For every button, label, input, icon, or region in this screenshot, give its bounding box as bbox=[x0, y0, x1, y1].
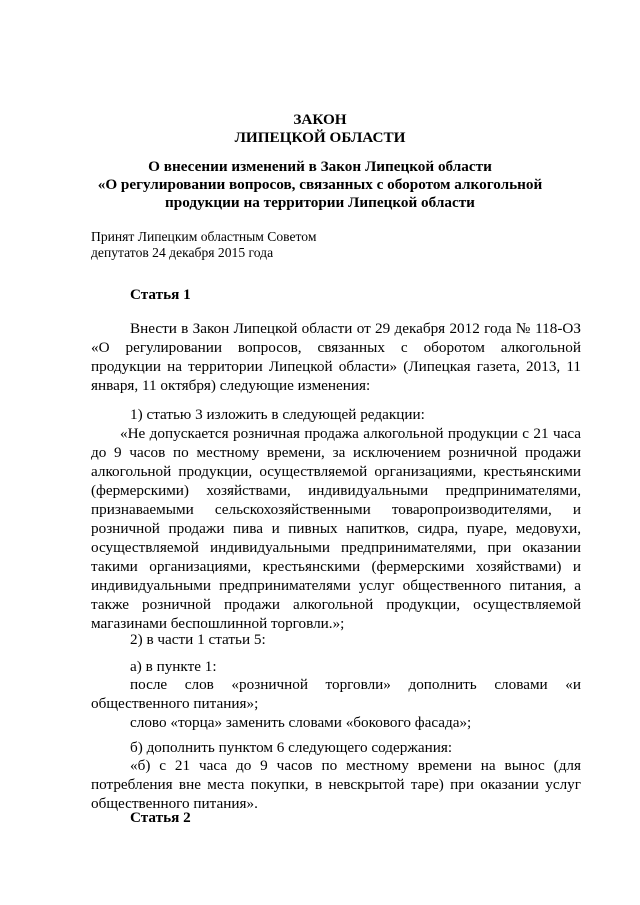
item-1-line: такими организациями, крестьянскими (фермерскими хозяйствами) и bbox=[91, 558, 581, 575]
intro-line: продукции на территории Липецкой области» (Липецкая газета, 2013, 11 bbox=[91, 358, 581, 375]
law-subtitle-line-1: О внесении изменений в Закон Липецкой области bbox=[148, 158, 492, 175]
item-1-line: «Не допускается розничная продажа алкогольной продукции с 21 часа bbox=[120, 425, 581, 442]
item-2a-text bbox=[91, 675, 581, 732]
item-1-line: (фермерскими) хозяйствами, индивидуальными предпринимателями, bbox=[91, 482, 581, 499]
item-2b-line: «б) с 21 часа до 9 часов по местному времени на вынос (для bbox=[130, 757, 581, 774]
item-2b-line: потребления вне места покупки, в невскрытой таре) при оказании услуг bbox=[91, 776, 581, 793]
adoption-note-line-1: Принят Липецким областным Советом bbox=[91, 229, 317, 244]
intro-line: «О регулировании вопросов, связанных с оборотом алкогольной bbox=[91, 339, 581, 356]
item-1-line: алкогольной продукции, осуществляемой организациями, крестьянскими bbox=[91, 463, 581, 480]
adoption-note-line-2: депутатов 24 декабря 2015 года bbox=[91, 245, 274, 260]
item-1-line: также розничной продажи алкогольной продукции, осуществляемой bbox=[91, 596, 581, 613]
item-1-heading: 1) статью 3 изложить в следующей редакции: bbox=[130, 406, 425, 423]
intro-line: января, 11 октября) следующие изменения: bbox=[91, 377, 371, 394]
item-1-line: признаваемыми сельскохозяйственными товаропроизводителями, и bbox=[91, 501, 581, 518]
item-1-line: до 9 часов по местному времени, за исключением розничной продажи bbox=[91, 444, 581, 461]
item-2b-text bbox=[91, 756, 581, 813]
item-1-line: розничной продажи пива и пивных напитков, сидра, пуаре, медовухи, bbox=[91, 520, 581, 537]
item-2a-heading: а) в пункте 1: bbox=[130, 658, 217, 675]
item-2-heading: 2) в части 1 статьи 5: bbox=[130, 631, 266, 648]
item-2a-line: общественного питания»; bbox=[91, 695, 259, 712]
item-2b-heading: б) дополнить пунктом 6 следующего содержания: bbox=[130, 739, 453, 756]
item-1-text bbox=[91, 424, 581, 633]
item-1-line: индивидуальными предпринимателями услуг общественного питания, а bbox=[91, 577, 581, 594]
item-1-line: осуществляемой индивидуальными предпринимателями, при оказании bbox=[91, 539, 581, 556]
law-title: ЗАКОН bbox=[293, 111, 347, 128]
article-2-heading: Статья 2 bbox=[130, 809, 191, 826]
intro-line: Внести в Закон Липецкой области от 29 декабря 2012 года № 118-ОЗ bbox=[130, 320, 581, 337]
article-1-heading: Статья 1 bbox=[130, 286, 191, 303]
law-subtitle-line-3: продукции на территории Липецкой области bbox=[165, 194, 475, 211]
item-2a-line: слово «торца» заменить словами «бокового фасада»; bbox=[130, 714, 472, 731]
item-1-line: магазинами беспошлинной торговли.»; bbox=[91, 615, 345, 632]
law-subtitle-line-2: «О регулировании вопросов, связанных с оборотом алкогольной bbox=[97, 176, 543, 193]
article-1-intro bbox=[91, 319, 581, 395]
item-2b-line: общественного питания». bbox=[91, 795, 258, 812]
item-2a-line: после слов «розничной торговли» дополнить словами «и bbox=[130, 676, 581, 693]
law-region: ЛИПЕЦКОЙ ОБЛАСТИ bbox=[234, 129, 406, 146]
